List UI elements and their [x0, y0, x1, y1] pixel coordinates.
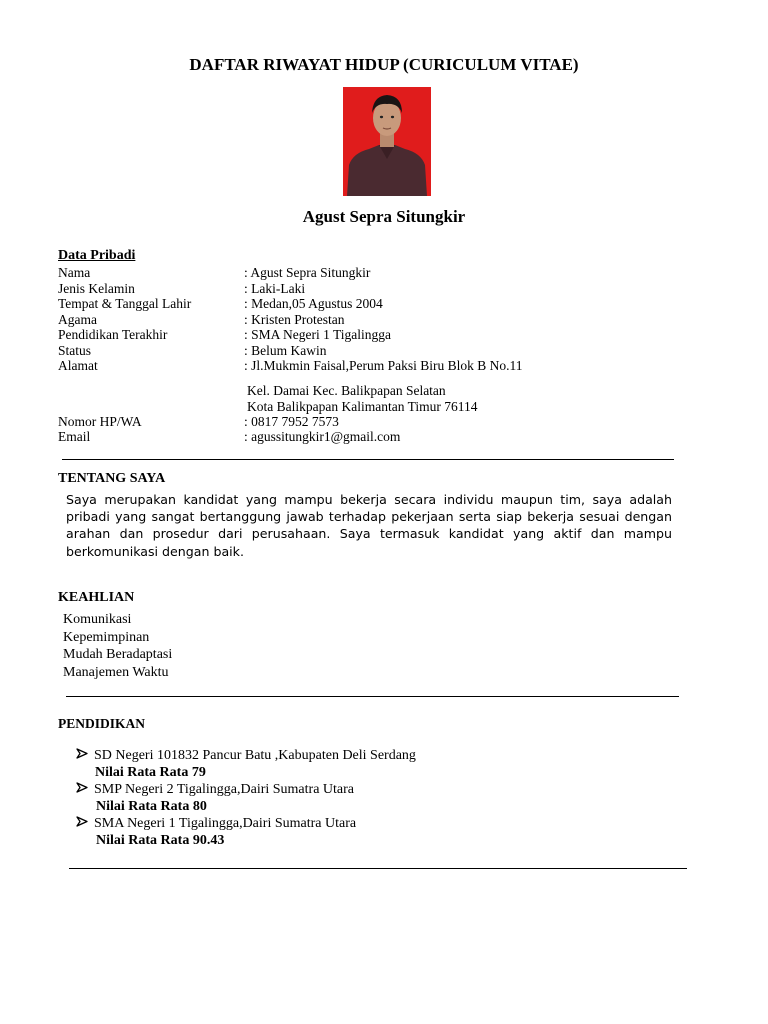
person-portrait-icon [343, 87, 431, 196]
personal-row [58, 265, 371, 281]
arrow-bullet-icon [76, 747, 94, 764]
address-line-2: Kel. Damai Kec. Balikpapan Selatan [247, 383, 446, 398]
education-heading: PENDIDIKAN [58, 716, 146, 731]
email-label: Email [58, 429, 91, 444]
profile-photo [343, 87, 431, 196]
row-label: Agama [58, 311, 97, 327]
row-value: : Medan,05 Agustus 2004 [244, 296, 383, 311]
divider [62, 459, 674, 460]
education-item [76, 815, 416, 832]
cv-title: DAFTAR RIWAYAT HIDUP (CURICULUM VITAE) [189, 55, 579, 74]
divider [69, 868, 687, 869]
skill-item: Kepemimpinan [63, 629, 150, 645]
email-value: : agussitungkir1@gmail.com [244, 429, 401, 444]
row-label: Nama [58, 265, 91, 280]
personal-row [58, 311, 345, 328]
row-value: : Agust Sepra Situngkir [244, 265, 371, 280]
skills-heading: KEAHLIAN [58, 590, 135, 605]
row-label: Alamat [58, 358, 98, 373]
personal-row [58, 327, 392, 343]
row-label: Pendidikan Terakhir [58, 327, 168, 342]
row-value: : Laki-Laki [244, 280, 306, 296]
row-value: : SMA Negeri 1 Tigalingga [244, 327, 392, 342]
skill-item: Manajemen Waktu [63, 664, 169, 680]
about-heading: TENTANG SAYA [58, 471, 166, 486]
full-name-heading: Agust Sepra Situngkir [302, 207, 466, 226]
personal-row [58, 358, 523, 374]
personal-row [58, 280, 306, 297]
arrow-bullet-icon [76, 815, 94, 832]
phone-label: Nomor HP/WA [58, 414, 142, 429]
divider [66, 696, 679, 697]
row-value: : Belum Kawin [244, 342, 327, 358]
skills-list [63, 611, 172, 681]
row-label: Jenis Kelamin [58, 280, 135, 296]
education-item [76, 781, 416, 798]
skill-item: Mudah Beradaptasi [63, 647, 173, 662]
personal-row [58, 296, 383, 312]
row-label: Status [58, 342, 92, 358]
school-name: SMA Negeri 1 Tigalingga,Dairi Sumatra Utara [94, 816, 357, 831]
grade-average: Nilai Rata Rata 79 [95, 765, 206, 780]
row-value: : Jl.Mukmin Faisal,Perum Paksi Biru Blok B No.11 [244, 358, 523, 373]
row-label: Tempat & Tanggal Lahir [58, 296, 192, 311]
school-name: SMP Negeri 2 Tigalingga,Dairi Sumatra Utara [94, 782, 355, 797]
education-item [76, 747, 416, 764]
education-list [76, 747, 416, 849]
address-line-3: Kota Balikpapan Kalimantan Timur 76114 [247, 399, 478, 414]
about-paragraph: Saya merupakan kandidat yang mampu bekerja secara individu maupun tim, saya adalah pribadi yang sangat bertanggung jawab terhadap pekerjaan serta siap bekerja sesuai dengan arahan dan prosedur dari perusahaan. Saya termasuk kandidat yang aktif dan mampu berkomunikasi dengan baik. [66, 492, 672, 559]
grade-average: Nilai Rata Rata 90.43 [96, 833, 225, 848]
phone-value: : 0817 7952 7573 [244, 414, 339, 429]
personal-data-table [58, 265, 523, 374]
arrow-bullet-icon [76, 781, 94, 798]
school-name: SD Negeri 101832 Pancur Batu ,Kabupaten Deli Serdang [94, 748, 416, 763]
personal-data-heading: Data Pribadi [58, 248, 136, 263]
personal-row [58, 342, 327, 359]
row-value: : Kristen Protestan [244, 311, 345, 327]
skill-item: Komunikasi [63, 612, 132, 627]
grade-average: Nilai Rata Rata 80 [96, 799, 207, 814]
